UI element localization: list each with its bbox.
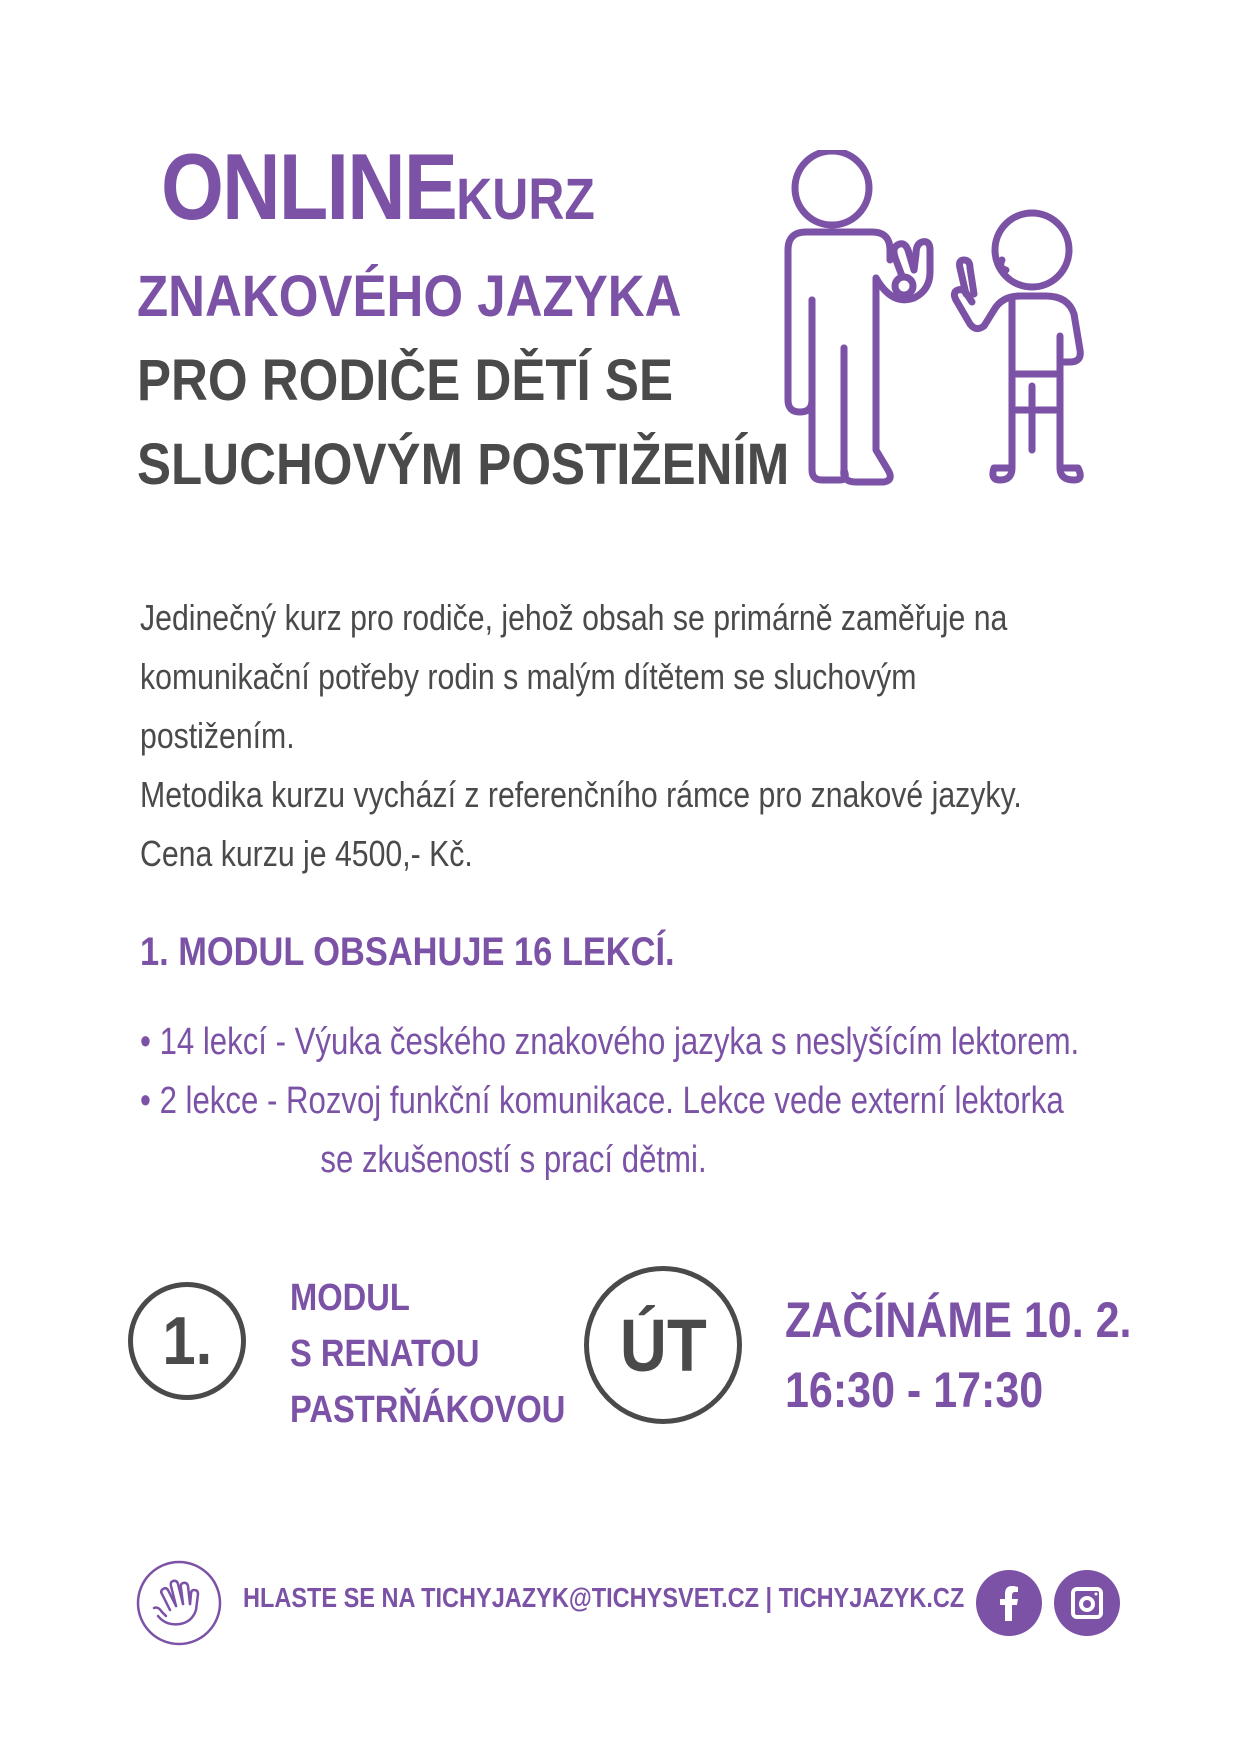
module-number-badge [128,1282,246,1400]
intro-line: Metodika kurzu vychází z referenčního rámce pro znakové jazyky. [140,774,1022,815]
module-instructor [290,1270,610,1438]
intro-line: komunikační potřeby rodin s malým dítětem se sluchovým [140,656,917,697]
title-kurz: KURZ [455,167,595,232]
facebook-icon[interactable] [976,1570,1042,1636]
start-info [785,1285,1188,1425]
signing-people-illustration [780,150,1140,490]
title-online: ONLINE [161,134,457,239]
list-item-continuation: se zkušeností s prací dětmi. [320,1139,707,1181]
intro-line: Jedinečný kurz pro rodiče, jehož obsah se primárně zaměřuje na [140,597,1008,638]
title-line-4: SLUCHOVÝM POSTIŽENÍM [137,432,790,497]
module-heading: 1. MODUL OBSAHUJE 16 LEKCÍ. [140,930,675,974]
intro-paragraph [140,588,1140,883]
intro-line: Cena kurzu je 4500,- Kč. [140,833,473,874]
hands-logo-icon [136,1560,222,1646]
day-label: ÚT [619,1303,707,1387]
module-number: 1. [162,1303,212,1379]
title-block [137,134,790,497]
footer-contact[interactable]: HLASTE SE NA TICHYJAZYK@TICHYSVET.CZ | TICHYJAZYK.CZ [243,1582,965,1613]
title-line-1 [137,134,777,239]
module-instructor-line: MODUL [290,1277,410,1319]
list-item: • 2 lekce - Rozvoj funkční komunikace. Lekce vede externí lektorka [140,1080,1064,1122]
instagram-glyph [1069,1585,1105,1621]
day-badge [584,1266,742,1424]
module-instructor-line: S RENATOU [290,1333,480,1375]
title-line-2: ZNAKOVÉHO JAZYKA [137,264,682,329]
module-instructor-line: PASTRŇÁKOVOU [290,1389,566,1431]
start-time: 16:30 - 17:30 [785,1362,1044,1418]
facebook-glyph [989,1583,1029,1623]
lesson-list [140,1013,1140,1190]
instagram-icon[interactable] [1054,1570,1120,1636]
intro-line: postižením. [140,715,295,756]
title-line-3: PRO RODIČE DĚTÍ SE [137,348,674,413]
start-date: ZAČÍNÁME 10. 2. [785,1292,1132,1348]
list-item: • 14 lekcí - Výuka českého znakového jazyka s neslyšícím lektorem. [140,1021,1080,1063]
